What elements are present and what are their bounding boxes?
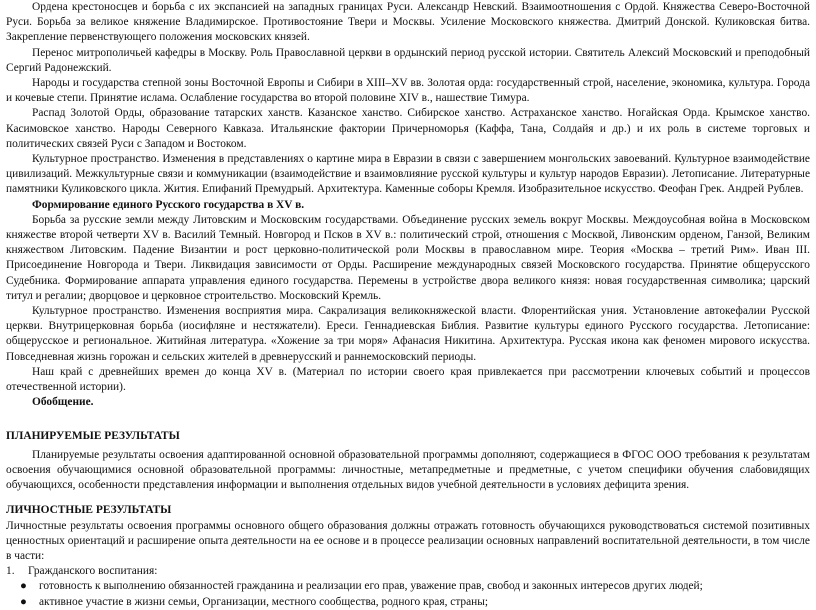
paragraph-golden-horde-collapse: Распад Золотой Орды, образование татарских ханств. Казанское ханство. Сибирское ханство. Астраханское ханство. Ногайская Орда. Крымское ханство. Касимовское ханство. Народы Северного Кавказа. Итальянские фактории Причерноморья (Каффа, Тана, Солдайя и др.) и их роль в системе торговых и политических связей Руси с Западом и Востоком. [6, 107, 810, 150]
list-item-text: активное участие в жизни семьи, Организации, местного сообщества, родного края, страны; [39, 595, 489, 608]
heading-personal-results: ЛИЧНОСТНЫЕ РЕЗУЛЬТАТЫ [6, 504, 172, 517]
paragraph-our-region: Наш край с древнейших времен до конца XV в. (Материал по истории своего края привлекается при рассмотрении ключевых событий и процессов отечественной истории). [6, 365, 810, 394]
bullet-list [6, 579, 810, 609]
paragraph-crusaders: Ордена крестоносцев и борьба с их экспансией на западных границах Руси. Александр Невский. Взаимоотношения с Ордой. Княжества Северо-Восточной Руси. Борьба за великое княжение Владимирское. Противостояние Твери и Москвы. Усиление Московского княжества. Дмитрий Донской. Куликовская битва. Закрепление первенствующего положения московских князей. [6, 1, 810, 44]
section-heading-unified-state: Формирование единого Русского государства в XV в. [32, 198, 305, 211]
paragraph-planned-results: Планируемые результаты освоения адаптированной основной образовательной программы дополняют, содержащиеся в ФГОС ООО требования к результатам освоения обучающимися основной образовательной программы: личностные, метапредметные и предметные, с учетом специфики обучения слабовидящих обучающихся, особенности представления информации и выполнения отдельных видов учебной деятельности в условиях дефицита зрения. [6, 448, 810, 492]
list-number: 1. [6, 565, 15, 578]
paragraph-cultural-space: Культурное пространство. Изменения в представлениях о картине мира в Евразии в связи с завершением монгольских завоеваний. Культурное взаимодействие цивилизаций. Межкультурные связи и коммуникации (взаимодействие и взаимовлияние русской культуры и культур народов Евразии). Летописание. Литературные памятники Куликовского цикла. Жития. Епифаний Премудрый. Архитектура. Каменные соборы Кремля. Изобразительное искусство. Феофан Грек. Андрей Рублев. [6, 153, 810, 196]
paragraph-cultural-space-2: Культурное пространство. Изменения восприятия мира. Сакрализация великокняжеской власти. Флорентийская уния. Установление автокефалии Русской церкви. Внутрицерковная борьба (иосифляне и нестяжатели). Ереси. Геннадиевская Библия. Развитие культуры единого Русского государства. Летописание: общерусское и региональное. Житийная литература. «Хожение за три моря» Афанасия Никитина. Архитектура. Русская икона как феномен мирового искусства. Повседневная жизнь горожан и сельских жителей в древнерусский и раннемосковский периоды. [6, 305, 810, 363]
paragraph-summary: Обобщение. [32, 396, 94, 409]
bullet-icon: ● [20, 580, 27, 593]
document-page [6, 0, 810, 610]
heading-planned-results: ПЛАНИРУЕМЫЕ РЕЗУЛЬТАТЫ [6, 430, 180, 443]
numbered-item-civic [6, 564, 810, 579]
paragraph-steppe-peoples: Народы и государства степной зоны Восточной Европы и Сибири в XIII–XV вв. Золотая орда: государственный строй, население, экономика, культура. Города и кочевые степи. Принятие ислама. Ослабление государства во второй половине XIV в., нашествие Тимура. [6, 77, 810, 105]
list-item-text: готовность к выполнению обязанностей гражданина и реализации его прав, уважение прав, свобод и законных интересов других людей; [39, 580, 703, 593]
bullet-icon: ● [20, 595, 27, 608]
list-item [6, 579, 810, 594]
list-title: Гражданского воспитания: [28, 565, 158, 578]
list-item [6, 595, 810, 610]
paragraph-lithuania-moscow: Борьба за русские земли между Литовским и Московским государствами. Объединение русских земель вокруг Москвы. Междоусобная война в Московском княжестве второй четверти XV в. Василий Темный. Новгород и Псков в XV в.: политический строй, отношения с Москвой, Ливонским орденом, Ганзой, Великим княжеством Литовским. Падение Византии и рост церковно-политической роли Москвы в православном мире. Теория «Москва – третий Рим». Иван III. Присоединение Новгорода и Твери. Ликвидация зависимости от Орды. Расширение международных связей Московского государства. Принятие общерусского Судебника. Формирование аппарата управления единого государства. Перемены в устройстве двора великого князя: новая государственная символика; царский титул и регалии; дворцовое и церковное строительство. Московский Кремль. [6, 213, 810, 302]
paragraph-metropolitan: Перенос митрополичьей кафедры в Москву. Роль Православной церкви в ордынский период русской истории. Святитель Алексий Московский и преподобный Сергий Радонежский. [6, 46, 810, 74]
paragraph-personal-results: Личностные результаты освоения программы основного общего образования должны отражать готовность обучающихся руководствоваться системой позитивных ценностных ориентаций и расширение опыта деятельности на ее основе и в процессе реализации основных направлений воспитательной деятельности, в том числе в части: [6, 519, 810, 562]
